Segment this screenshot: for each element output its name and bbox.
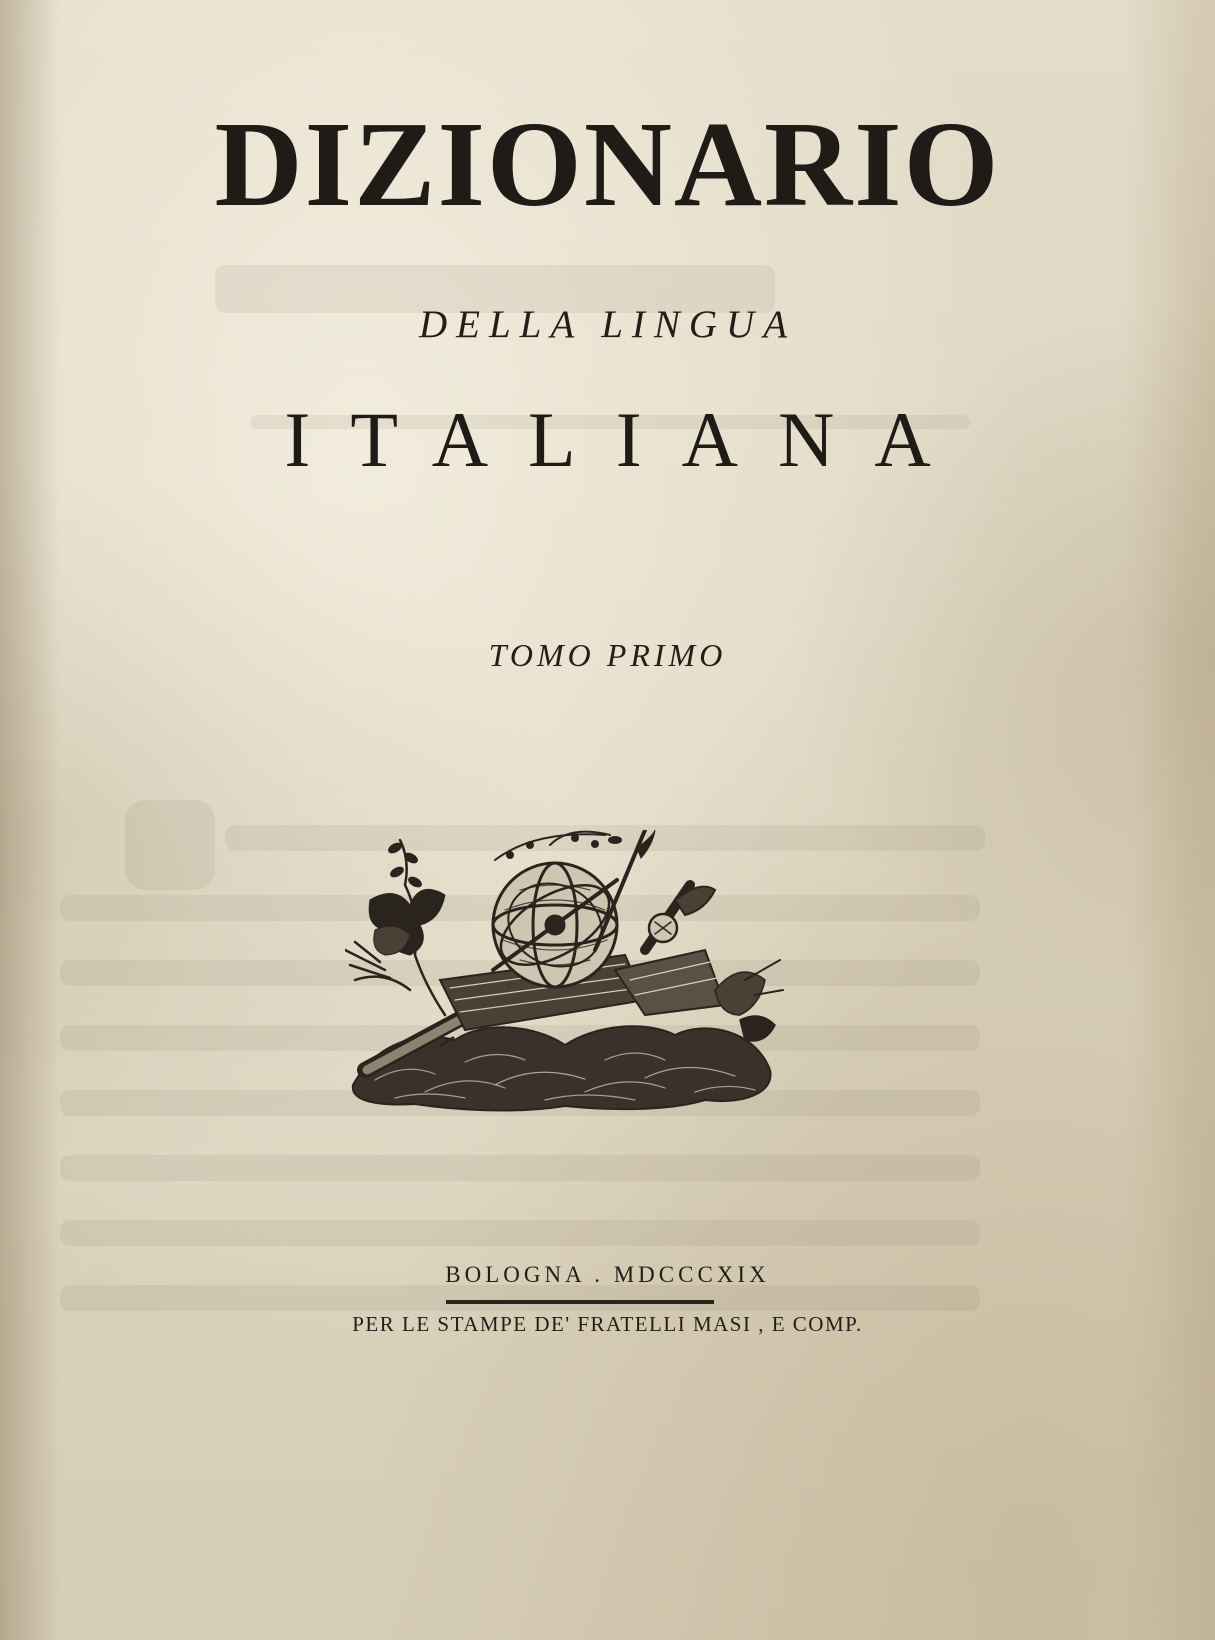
volume-label: TOMO PRIMO (488, 637, 727, 673)
armillary-sphere-vignette (345, 830, 785, 1115)
imprint-place-date: BOLOGNA . MDCCCXIX (445, 1262, 770, 1287)
book-subtitle: DELLA LINGUA (418, 303, 797, 346)
imprint-printer: PER LE STAMPE DE' FRATELLI MASI , E COMP. (352, 1312, 863, 1336)
book-title-language: ITALIANA (284, 396, 971, 483)
imprint-rule (446, 1300, 714, 1304)
book-title: DIZIONARIO (214, 97, 1001, 232)
